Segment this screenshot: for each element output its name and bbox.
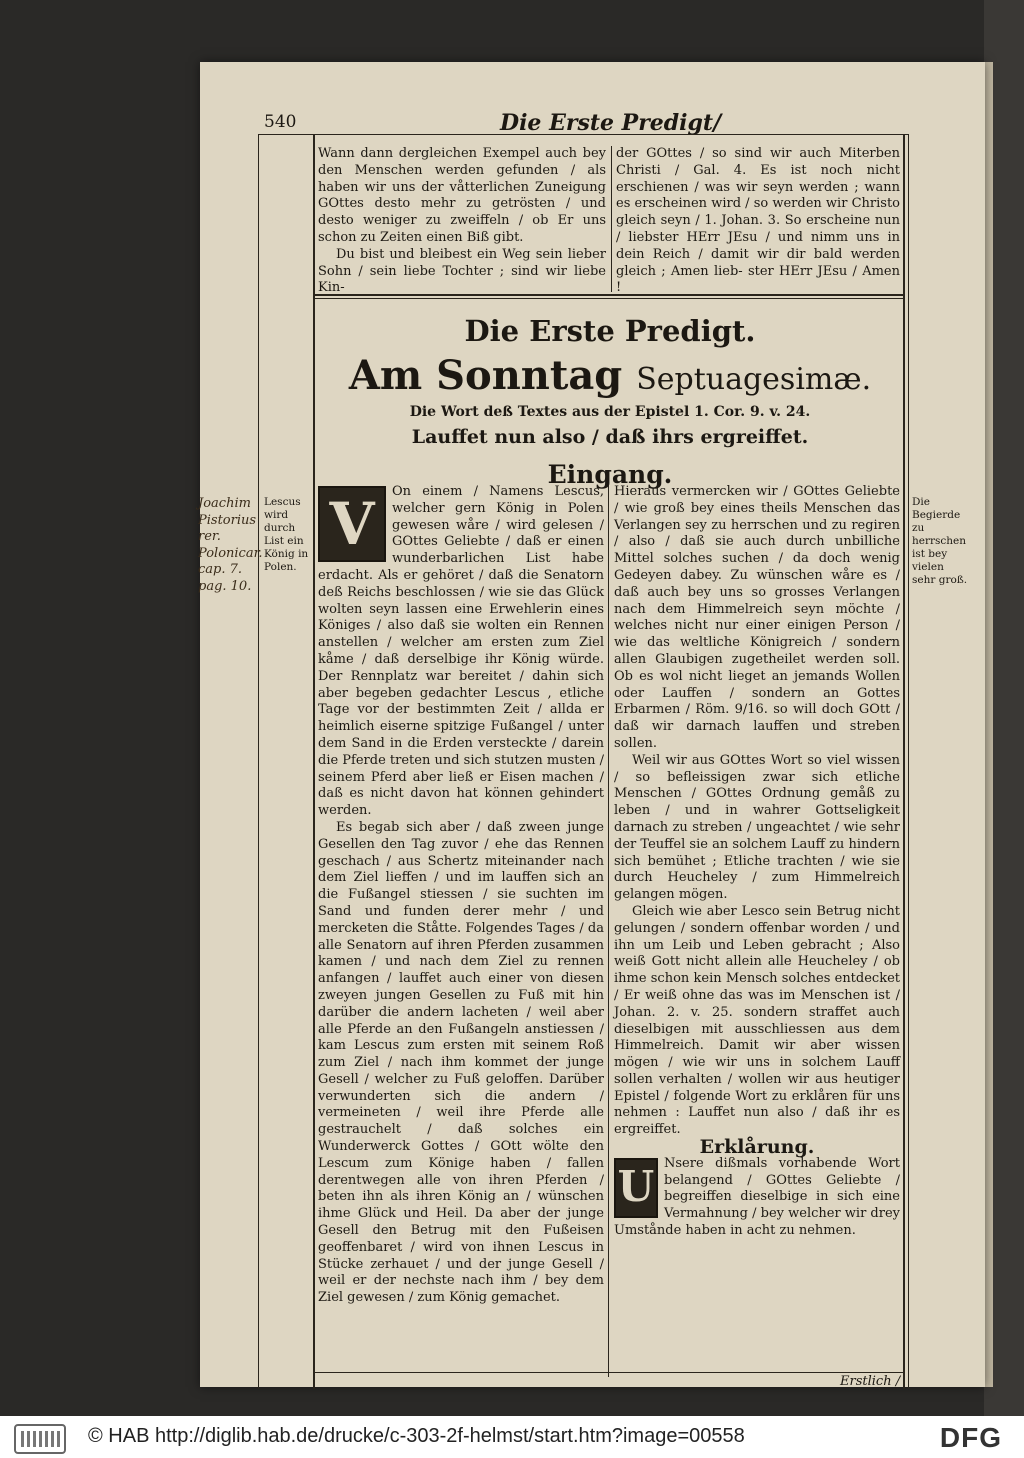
paragraph: Gleich wie aber Lesco sein Betrug nicht gelungen / sondern offenbar worden / und ihn um Leib und Leben gebracht ; Also weiß Gott nicht allein alle Heucheley / ob ihme schon kein Mensch solches entdecket / Er weiß ohne das was im Menschen ist / Johan. 2. v. 25. sondern straffet auch dieselbigen mit ausschliessen aus dem Himmelreich. Damit wir aber wissen mögen / wie wir uns in solchem Lauff sollen verhalten / wollen wir aus heutiger Epistel / folgende Wort zu erklåren für uns nehmen : Lauffet nun also / daß ihr es ergreiffet. [614, 903, 900, 1138]
main-left-column [318, 484, 604, 1307]
decorated-initial: U [614, 1158, 658, 1218]
paragraph: Du bist und bleibest ein Weg sein lieber Sohn / sein liebe Tochter ; sind wir liebe Kin- [318, 246, 606, 296]
paragraph [318, 484, 604, 820]
paragraph: Es begab sich aber / daß zween junge Gesellen den Tag zuvor / ehe das Rennen geschach / aus Schertz miteinander nach dem Ziel lieffen / und im lauffen sich an die Fußangel stiessen / sie suchten im Sand und funden derer mehr / und mercketen die Ståtte. Folgendes Tages / da alle Senatorn auf ihren Pferden zusammen kamen / und nach dem Ziel zu rennen anfangen / lauffet auch einer von diesen zweyen jungen Gesellen zu Fuß mit hin darüber die andern lacheten / weil aber alle Pferde an den Fußangeln anstiessen / kam Lescus zum ersten mit seinem Roß zum Ziel / nach ihm kommet der junge Gesell / welcher zu Fuß geloffen. Darüber verwunderten sich die andern / vermeineten / weil ihre Pferde alle gestrauchelt / daß solches ein Wunderwerck Gottes / GOtt wölte den Lescum zum Könige haben / fallen derentwegen alle von ihren Pferden / beten ihn als ihren König an / wünschen ihme Glück und Heil. Da aber der junge Gesell den Betrug mit den Fußeisen geoffenbaret / wird von ihnen Lescus in Stücke zerhauet / und der junge Gesell / weil er der nechste nach ihm / bey dem Ziel gewesen / zum König gemachet. [318, 819, 604, 1306]
main-right-column [614, 484, 900, 1240]
footer-bar [0, 1416, 1024, 1458]
dfg-logo: DFG [939, 1422, 1002, 1453]
page-number: 540 [264, 112, 297, 132]
decorated-initial: V [318, 486, 386, 562]
scanned-page[interactable] [200, 62, 985, 1387]
top-left-column [318, 146, 606, 297]
sunday-title-german: Am Sonntag [348, 352, 623, 399]
footer-link[interactable]: © HAB http://diglib.hab.de/drucke/c-303-2f-helmst/start.htm?image=00558 [88, 1425, 745, 1447]
paragraph: Wann dann dergleichen Exempel auch bey den Menschen werden gefunden / als haben wir uns der våtterlichen Zuneigung GOttes desto mehr zu getrösten / und desto weniger zu zweiffeln / ob Er uns schon zu Zeiten einen Biß gibt. [318, 146, 606, 245]
frame-rule-right-inner [903, 134, 905, 1389]
column-divider-main [608, 482, 609, 1377]
paragraph: Weil wir aus GOttes Wort so viel wissen / so befleissigen zwar sich etliche Menschen / GOttes Ordnung gemåß zu leben / und in wahrer Gottseligkeit darnach zu streben / ungeachtet / wie sehr der Teuffel sie an solchem Lauff zu hindern sich bemühet ; Etliche trachten / wie sie durch Heucheley / zum Himmelreich gelangen mögen. [614, 752, 900, 903]
text-reference: Die Wort deß Textes aus der Epistel 1. Cor. 9. v. 24. [409, 404, 811, 420]
frame-rule-left-outer [258, 134, 259, 1389]
marginal-note-left: Lescus wird durch List ein König in Polen. [264, 496, 309, 573]
bottom-rule [315, 1372, 903, 1373]
text-verse: Lauffet nun also / daß ihrs ergreiffet. [411, 426, 809, 448]
marginal-note-right: Die Begierde zu herrschen ist bey vielen sehr groß. [912, 496, 968, 586]
paragraph-text: On einem / Namens Lescus, welcher gern König in Polen gewesen wåre / wird gelesen / GOttes Geliebte / daß er einen wunderbarlichen List habe erdacht. Als er gehöret / daß die Senatorn deß Reichs beschlossen / wie sie das Glück wolten seyn lassen eine Erwehlerin eines Königes / also daß sie wolten ein Rennen anstellen / welcher am ersten zum Ziel kåme / daß derselbige ihr König würde. Der Rennplatz war bereitet / dahin sich aber begeben gedachter Lescus , etliche Tage vor der bestimmten Zeit / allda er heimlich eiserne spitzige Fußangel / unter dem Sand in die Erden versteckte / darein die Pferde treten und sich stutzen musten / seinem Pferd aber ließ er Eisen machen / daß es nicht davon hat können gehindert werden. [318, 484, 604, 819]
section-separator-thin [315, 298, 903, 299]
handwritten-note: Joachim Pistorius rer. Polonicar. cap. 7. pag. 10. [198, 496, 263, 594]
section-heading-eingang: Eingang. [547, 460, 673, 489]
sermon-title: Die Erste Predigt. [464, 314, 756, 348]
section-heading-erklaerung: Erklårung. [699, 1136, 815, 1159]
top-right-column [616, 146, 900, 297]
frame-rule-right-outer [908, 134, 909, 1389]
sunday-title [320, 352, 900, 399]
paragraph: Hieraus vermercken wir / GOttes Geliebte / wie groß bey eines theils Menschen das Verlangen sey zu herrschen und zu regiren / also / daß sie auch durch unbilliche Mittel solches suchen / da doch wenig Gedeyen dabey. Zu wünschen wåre es / daß auch bey uns so grosses Verlangen nach dem Himmelreich seyn möchte / welches nicht nur einer einigen Person / wie das weltliche Königreich / sondern allen Glaubigen zugetheilet werden soll. Ob es wol nicht lieget an jemands Wollen oder Lauffen / sondern an Gottes Erbarmen / Röm. 9/16. so will doch GOtt / daß wir darnach lauffen und streben sollen. [614, 484, 900, 751]
catchword: Erstlich / [840, 1374, 901, 1389]
running-head: Die Erste Predigt/ [500, 110, 722, 136]
header-rule [258, 134, 908, 135]
paragraph [614, 1156, 900, 1240]
sunday-title-latin: Septuagesimæ. [636, 362, 872, 397]
paragraph: der GOttes / so sind wir auch Miterben Christi / Gal. 4. Es ist noch nicht erschienen / was wir seyn werden ; wann es erscheinen wird / so werden wir Christo gleich seyn / 1. Johan. 3. So erscheine nun / liebster HErr JEsu / und nimm uns in dein Reich / damit wir dir bald werden gleich ; Amen lieb- ster HErr JEsu / Amen ! [616, 146, 900, 296]
column-divider-top [611, 146, 612, 292]
paragraph-text: Nsere dißmals vorhabende Wort belangend / GOttes Geliebte / begreiffen dieselbige in sich eine Vermahnung / bey welcher wir drey Umstånde haben in acht zu nehmen. [614, 1155, 901, 1239]
frame-rule-left-inner [313, 134, 315, 1389]
hab-logo-icon [14, 1424, 66, 1454]
page-edge [985, 62, 993, 1387]
